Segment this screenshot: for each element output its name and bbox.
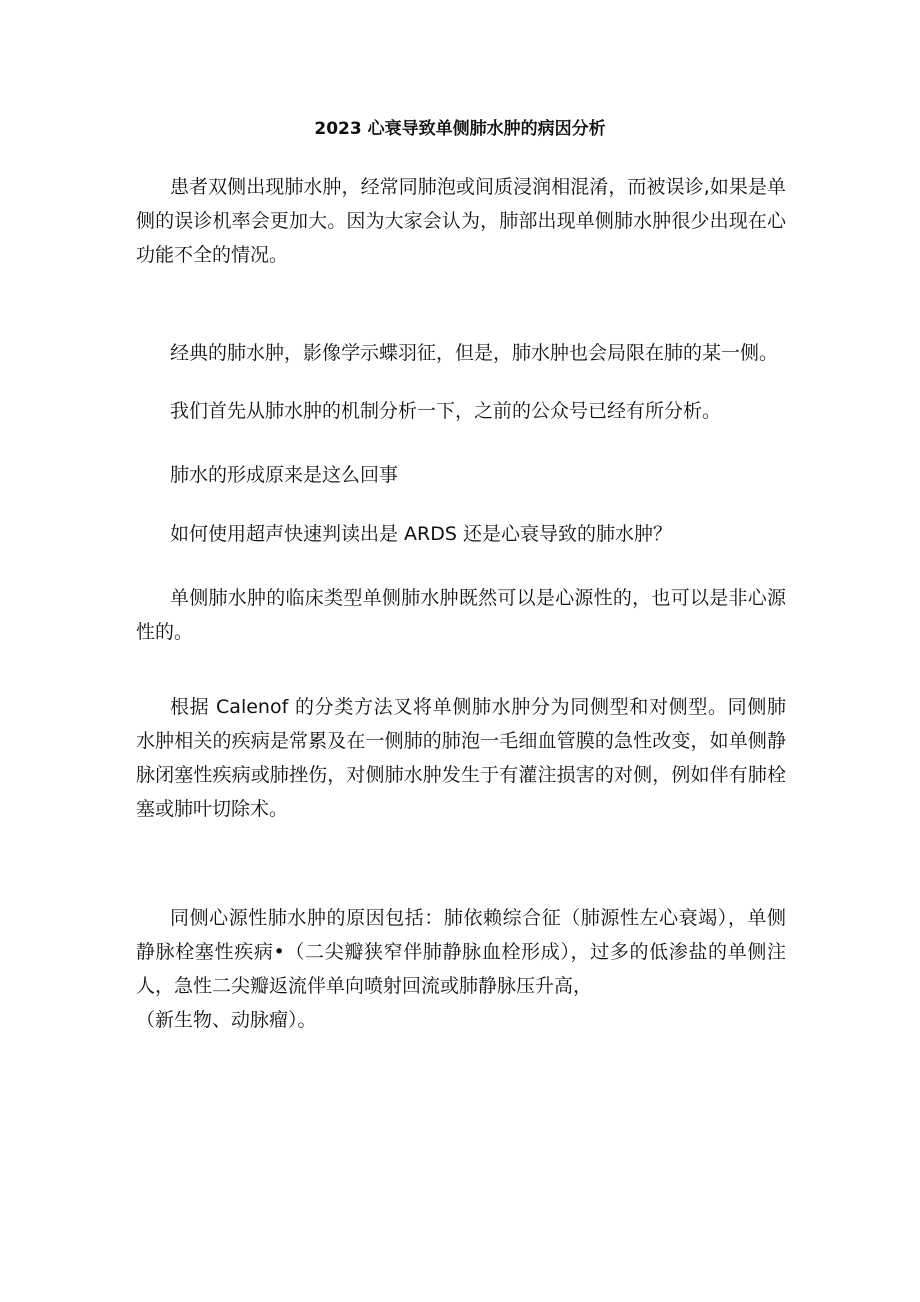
paragraph-8-text: 同侧心源性肺水肿的原因包括：肺依赖综合征（肺源性左心衰竭），单侧静脉栓塞性疾病•（二尖瓣狭窄伴肺静脉血栓形成），过多的低渗盐的单侧注人，急性二尖瓣返流伴单向喷射回流或肺静脉压升高，: [136, 907, 786, 997]
document-title: 2023 心衰导致单侧肺水肿的病因分析: [314, 119, 606, 139]
paragraph-2: 经典的肺水肿，影像学示蝶羽征，但是，肺水肿也会局限在肺的某一侧。: [170, 342, 779, 364]
paragraph-4: 肺水的形成原来是这么回事: [170, 464, 399, 486]
paragraph-5: 如何使用超声快速判读出是 ARDS 还是心衰导致的肺水肿？: [170, 523, 672, 545]
paragraph-1: 患者双侧出现肺水肿，经常同肺泡或间质浸润相混淆，而被误诊,如果是单侧的误诊机率会更加大。因为大家会认为，肺部出现单侧肺水肿很少出现在心功能不全的情况。: [136, 176, 786, 266]
paragraph-7: 根据 Calenof 的分类方法叉将单侧肺水肿分为同侧型和对侧型。同侧肺水肿相关的疾病是常累及在一侧肺的肺泡一毛细血管膜的急性改变，如单侧静脉闭塞性疾病或肺挫伤，对侧肺水肿发生于有灌注损害的对侧，例如伴有肺栓塞或肺叶切除术。: [136, 696, 786, 820]
paragraph-8-tail: （新生物、动脉瘤）。: [136, 1009, 317, 1031]
paragraph-6: 单侧肺水肿的临床类型单侧肺水肿既然可以是心源性的，也可以是非心源性的。: [136, 587, 786, 643]
paragraph-3: 我们首先从肺水肿的机制分析一下，之前的公众号已经有所分析。: [170, 400, 722, 422]
paragraph-8: [136, 901, 786, 1037]
